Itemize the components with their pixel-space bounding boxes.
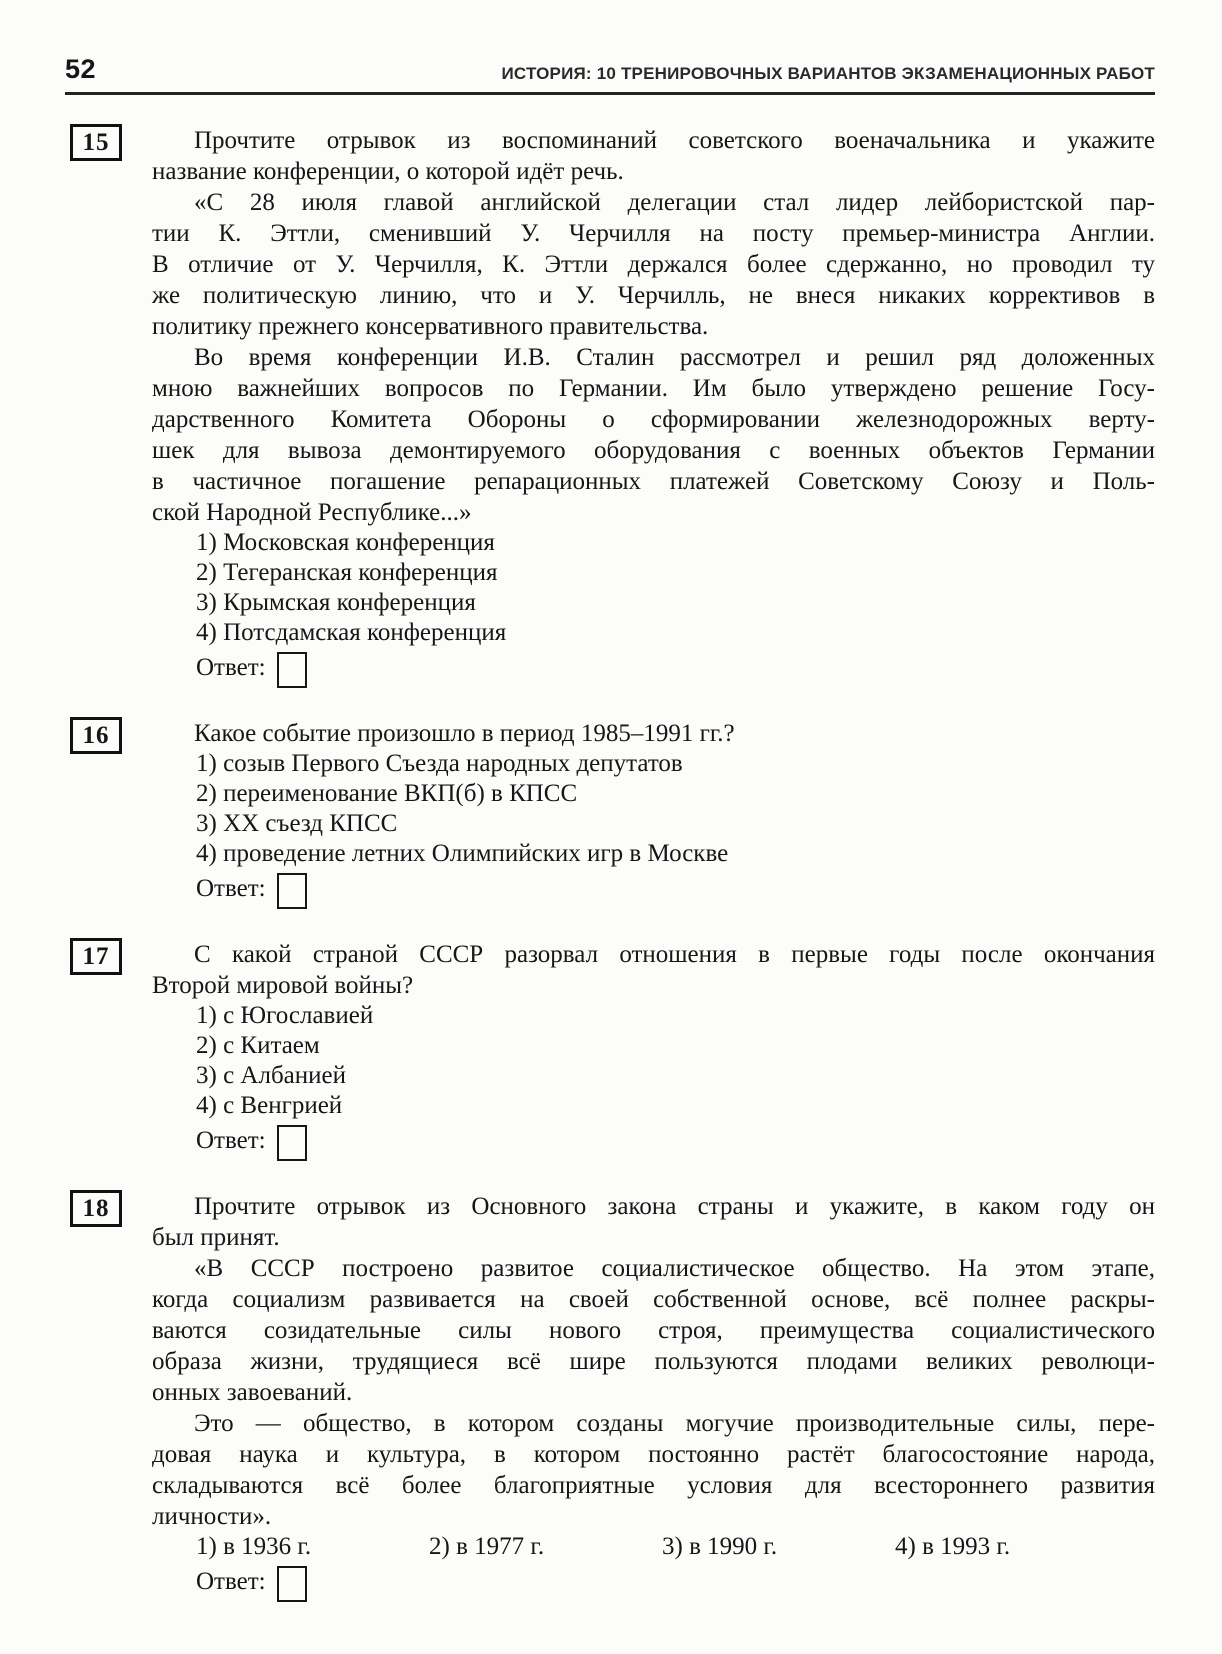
- option-item: 4) проведение летних Олимпийских игр в Москве: [196, 840, 729, 867]
- answer-row: [152, 1565, 1155, 1606]
- question-paragraph: [152, 939, 1155, 1001]
- answer-label: Ответ:: [196, 654, 266, 681]
- question-paragraph: [152, 1408, 1155, 1532]
- answer-row: [152, 872, 1155, 913]
- paragraph-line: же политическую линию, что и У. Черчилль, не внеся никаких коррективов в: [152, 282, 1155, 309]
- option-item: 1) в 1936 г.: [196, 1533, 312, 1560]
- question-paragraph: [152, 125, 1155, 187]
- paragraph-line: политику прежнего консервативного правительства.: [152, 313, 709, 340]
- paragraph-line: ваются созидательные силы нового строя, преимущества социалистического: [152, 1317, 1155, 1344]
- paragraph-line: довая наука и культура, в котором постоянно растёт благосостояние народа,: [152, 1441, 1155, 1468]
- question-paragraph: [152, 187, 1155, 342]
- paragraph-line: Во время конференции И.В. Сталин рассмотрел и решил ряд доложенных: [194, 344, 1155, 371]
- paragraph-line: был принят.: [152, 1224, 280, 1251]
- paragraph-line: Какое событие произошло в период 1985–1991 гг.?: [194, 720, 735, 747]
- paragraph-line: Прочтите отрывок из воспоминаний советского военачальника и укажите: [194, 127, 1155, 154]
- paragraph-line: тии К. Эттли, сменивший У. Черчилля на посту премьер-министра Англии.: [152, 220, 1155, 247]
- paragraph-line: С какой страной СССР разорвал отношения в первые годы после окончания: [194, 941, 1155, 968]
- answer-label: Ответ:: [196, 875, 266, 902]
- paragraph-line: В отличие от У. Черчилля, К. Эттли держался более сдержанно, но проводил ту: [152, 251, 1155, 278]
- answer-row: [152, 1124, 1155, 1165]
- option-item: 3) в 1990 г.: [662, 1533, 778, 1560]
- option-item: 2) в 1977 г.: [429, 1533, 545, 1560]
- question-number-box: [70, 938, 122, 975]
- options-row: [152, 1532, 1155, 1562]
- running-header: [65, 56, 1155, 95]
- question-number: 16: [82, 722, 110, 749]
- paragraph-line: Второй мировой войны?: [152, 972, 414, 999]
- option-item: 2) Тегеранская конференция: [196, 559, 498, 586]
- option-item: 1) Московская конференция: [196, 529, 495, 556]
- paragraph-line: дарственного Комитета Обороны о сформировании железнодорожных верту-: [152, 406, 1155, 433]
- question-paragraph: [152, 342, 1155, 528]
- paragraph-line: название конференции, о которой идёт речь.: [152, 158, 624, 185]
- question-paragraph: [152, 718, 1155, 749]
- options-list: [152, 528, 1155, 648]
- question-number: 18: [82, 1195, 110, 1222]
- option-item: 2) с Китаем: [196, 1032, 320, 1059]
- question-number: 17: [82, 943, 110, 970]
- options-list: [152, 1001, 1155, 1121]
- running-title: ИСТОРИЯ: 10 ТРЕНИРОВОЧНЫХ ВАРИАНТОВ ЭКЗАМЕНАЦИОННЫХ РАБОТ: [501, 64, 1155, 83]
- paragraph-line: «С 28 июля главой английской делегации стал лидер лейбористской пар-: [194, 189, 1155, 216]
- question-paragraph: [152, 1253, 1155, 1408]
- paragraph-line: шек для вывоза демонтируемого оборудования с военных объектов Германии: [152, 437, 1155, 464]
- option-item: 1) созыв Первого Съезда народных депутатов: [196, 750, 683, 777]
- option-item: 4) Потсдамская конференция: [196, 619, 507, 646]
- answer-input-box[interactable]: [277, 1125, 307, 1161]
- question-number-box: [70, 717, 122, 754]
- question-15: [82, 125, 1155, 692]
- option-item: 2) переименование ВКП(б) в КПСС: [196, 780, 578, 807]
- option-item: 3) XX съезд КПСС: [196, 810, 398, 837]
- answer-row: [152, 651, 1155, 692]
- question-17: [82, 939, 1155, 1165]
- question-number: 15: [82, 129, 110, 156]
- paragraph-line: образа жизни, трудящиеся всё шире пользуются плодами великих революци-: [152, 1348, 1155, 1375]
- answer-label: Ответ:: [196, 1568, 266, 1595]
- options-list: [152, 749, 1155, 869]
- paragraph-line: Это — общество, в котором созданы могучие производительные силы, пере-: [194, 1410, 1155, 1437]
- page-number: 52: [65, 54, 97, 84]
- paragraph-line: складываются всё более благоприятные условия для всестороннего развития: [152, 1472, 1155, 1499]
- paragraph-line: мною важнейших вопросов по Германии. Им было утверждено решение Госу-: [152, 375, 1155, 402]
- question-number-box: [70, 1190, 122, 1227]
- option-item: 4) с Венгрией: [196, 1092, 343, 1119]
- questions-container: [65, 125, 1155, 1606]
- question-number-box: [70, 124, 122, 161]
- answer-input-box[interactable]: [277, 1566, 307, 1602]
- paragraph-line: когда социализм развивается на своей собственной основе, всё полнее раскры-: [152, 1286, 1155, 1313]
- option-item: 1) с Югославией: [196, 1002, 374, 1029]
- paragraph-line: в частичное погашение репарационных платежей Советскому Союзу и Поль-: [152, 468, 1155, 495]
- paragraph-line: онных завоеваний.: [152, 1379, 353, 1406]
- paragraph-line: Прочтите отрывок из Основного закона страны и укажите, в каком году он: [194, 1193, 1155, 1220]
- paragraph-line: личности».: [152, 1503, 272, 1530]
- answer-label: Ответ:: [196, 1127, 266, 1154]
- answer-input-box[interactable]: [277, 652, 307, 688]
- question-16: [82, 718, 1155, 913]
- option-item: 3) Крымская конференция: [196, 589, 476, 616]
- paragraph-line: ской Народной Республике...»: [152, 499, 472, 526]
- option-item: 3) с Албанией: [196, 1062, 346, 1089]
- paragraph-line: «В СССР построено развитое социалистическое общество. На этом этапе,: [194, 1255, 1155, 1282]
- question-paragraph: [152, 1191, 1155, 1253]
- answer-input-box[interactable]: [277, 873, 307, 909]
- option-item: 4) в 1993 г.: [895, 1533, 1011, 1560]
- question-18: [82, 1191, 1155, 1606]
